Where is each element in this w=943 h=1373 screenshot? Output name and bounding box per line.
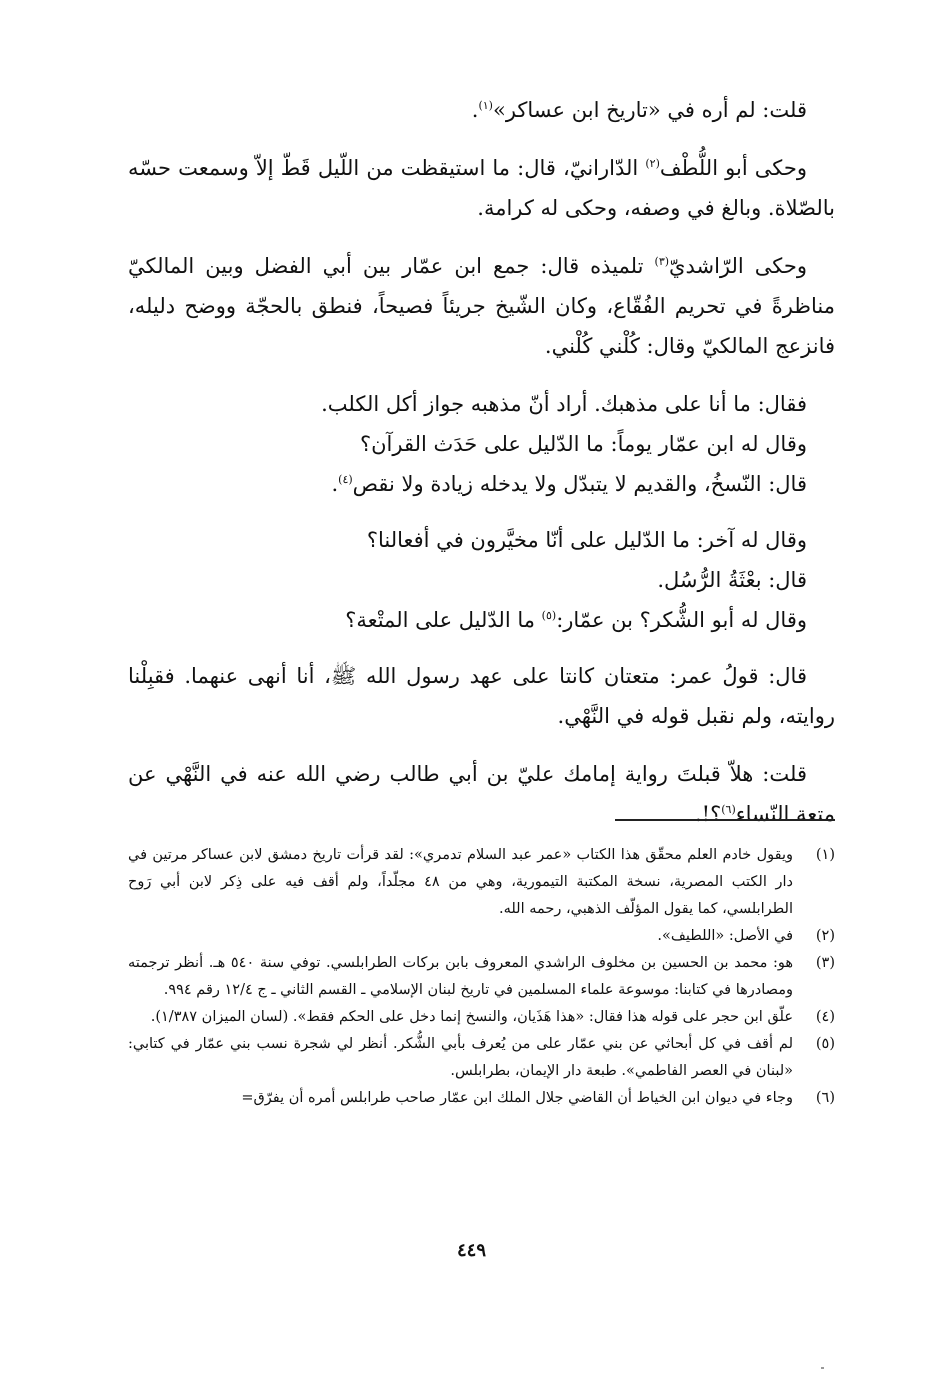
paragraph-6: [128, 656, 835, 736]
paragraph-2-text-b: الدّارانيّ، قال: ما استيقظت من اللّيل قَطّ إلاّ وسمعت حسّه بالصّلاة. وبالغ في وصفه، وحكى له كرامة.: [128, 156, 835, 220]
main-text: [128, 90, 835, 852]
paragraph-3-text-a: وحكى الرّاشديّ: [669, 254, 808, 278]
dialogue-block-1: [128, 384, 835, 504]
paragraph-1-end: .: [471, 98, 479, 122]
paragraph-1-text: قلت: لم أره في «تاريخ ابن عساكر»: [492, 98, 807, 122]
paragraph-6-text: قال: قولُ عمر: متعتان كانتا على عهد رسول الله ﷺ، أنا أنهى عنهما. فقبِلْنا روايته، ولم نقبل قوله في النَّهْي.: [128, 664, 835, 728]
footnote-5: [128, 1031, 835, 1085]
footnote-1: [128, 842, 835, 923]
paragraph-7-end: ؟!.: [694, 802, 722, 826]
paragraph-7-text: قلت: هلاّ قبلتَ رواية إمامك عليّ بن أبي طالب رضي الله عنه في النَّهْي عن متعة النّساء: [128, 762, 835, 826]
footnote-text: هو: محمد بن الحسين بن مخلوف الراشدي المعروف بابن بركات الطرابلسي. توفي سنة ٥٤٠ هـ. أنظر ترجمته ومصادرها في كتابنا: موسوعة علماء المسلمين في تاريخ لبنان الإسلامي ـ القسم الثاني ـ ج ١٢/٤ رقم ٩٩٤.: [128, 955, 793, 998]
footnote-number: (٤): [815, 1009, 835, 1025]
paragraph-1: [128, 90, 835, 130]
footnote-6: [128, 1085, 835, 1112]
paragraph-7: [128, 754, 835, 834]
footnote-ref-3[interactable]: (٣): [654, 255, 670, 268]
footnote-text: لم أقف في كل أبحاثي عن بني عمّار على من يُعرف بأبي الشُّكر. أنظر لي شجرة نسب بني عمّار في كتابي: «لبنان في العصر الفاطمي». طبعة دار الإيمان، بطرابلس.: [128, 1036, 793, 1079]
footnote-ref-6[interactable]: (٦): [721, 803, 736, 816]
dialogue-line: [128, 600, 807, 640]
dialogue-line-text-b: ما الدّليل على المتْعة؟: [345, 608, 542, 632]
dialogue-block-2: [128, 520, 835, 640]
footnote-2: [128, 923, 835, 950]
dialogue-line-text: وقال له أبو الشُّكر؟ بن عمّار:: [556, 608, 807, 632]
footnote-number: (٢): [815, 928, 835, 944]
dialogue-line: فقال: ما أنا على مذهبك. أراد أنّ مذهبه جواز أكل الكلب.: [321, 392, 807, 416]
footnote-3: [128, 950, 835, 1004]
dialogue-line: [128, 464, 807, 504]
footnote-number: (٣): [815, 955, 835, 971]
dialogue-line: قال: بعْثَةُ الرُّسُل.: [657, 568, 807, 592]
paragraph-3-text-b: تلميذه قال: جمع ابن عمّار بين أبي الفضل وبين المالكيّ مناظرةً في تحريم الفُقّاع، وكان الشّيخ جريئاً فصيحاً، فنطق بالحجّة ووضح دليله، فانزعج المالكيّ وقال: كُلْني كُلْني.: [128, 254, 835, 358]
paragraph-2: [128, 148, 835, 228]
paragraph-3: [128, 246, 835, 366]
footnote-number: (٥): [815, 1036, 835, 1052]
dialogue-line: وقال له ابن عمّار يوماً: ما الدّليل على حَدَث القرآن؟: [359, 432, 807, 456]
footnote-ref-5[interactable]: (٥): [541, 609, 557, 622]
footnote-ref-1[interactable]: (١): [478, 99, 493, 112]
dialogue-line-end: .: [331, 472, 339, 496]
dialogue-line-text: قال: النّسخُ، والقديم لا يتبدّل ولا يدخله زيادة ولا نقص: [352, 472, 807, 496]
page-number: ٤٤٩: [456, 1240, 486, 1261]
footnote-4: [128, 1004, 835, 1031]
footnote-ref-4[interactable]: (٤): [338, 473, 353, 486]
footnote-text: ويقول خادم العلم محقّق هذا الكتاب «عمر عبد السلام تدمري»: لقد قرأت تاريخ دمشق لابن عساكر مرتين في دار الكتب المصرية، نسخة المكتبة التيمورية، وهي من ٤٨ مجلّداً، ولم أقف فيه على ذِكر لابن أبي رَوح الطرابلسي، كما يقول المؤلّف الذهبي، رحمه الله.: [128, 847, 793, 917]
footnote-text: وجاء في ديوان ابن الخياط أن القاضي جلال الملك ابن عمّار صاحب طرابلس أمره أن يفرّق=: [241, 1090, 793, 1106]
scan-speck: [821, 1367, 824, 1369]
footnotes: [128, 842, 835, 1112]
footnote-ref-2[interactable]: (٢): [645, 157, 660, 170]
paragraph-2-text-a: وحكى أبو اللُّطْف: [659, 156, 807, 180]
footnote-number: (٦): [815, 1090, 835, 1106]
footnote-separator: [615, 819, 835, 821]
footnote-number: (١): [815, 847, 835, 863]
footnote-text: علّق ابن حجر على قوله هذا فقال: «هذا هَذَيان، والنسخ إنما دخل على الحكم فقط». (لسان الميزان ١/٣٨٧).: [150, 1009, 793, 1025]
footnote-text: في الأصل: «اللطيف».: [657, 928, 793, 944]
dialogue-line: وقال له آخر: ما الدّليل على أنّا مخيَّرون في أفعالنا؟: [366, 528, 807, 552]
